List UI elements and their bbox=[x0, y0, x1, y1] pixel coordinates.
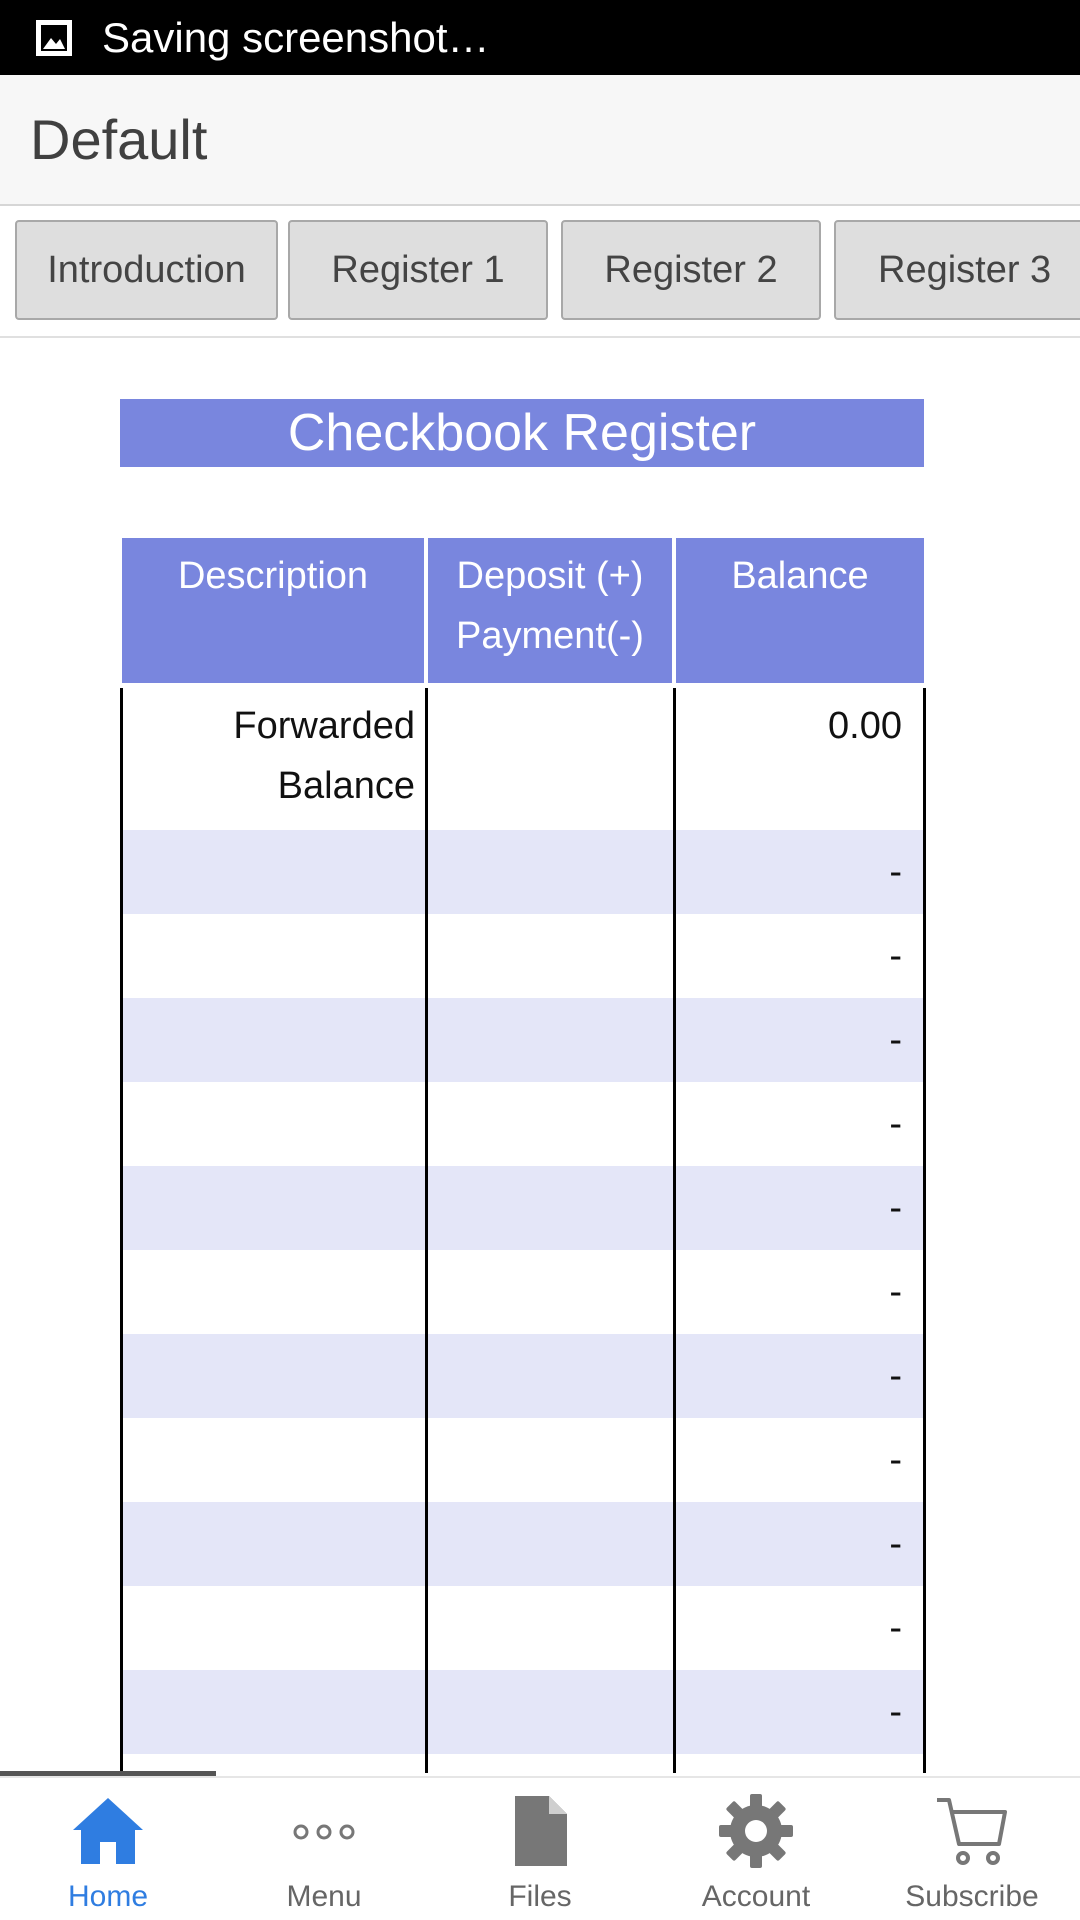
table-row[interactable] bbox=[120, 1502, 926, 1586]
forwarded-balance-row bbox=[120, 688, 926, 830]
table-row[interactable] bbox=[120, 1250, 926, 1334]
table-row[interactable] bbox=[120, 914, 926, 998]
home-icon bbox=[67, 1790, 149, 1872]
nav-subscribe[interactable] bbox=[864, 1778, 1080, 1920]
balance-cell: - bbox=[889, 1355, 902, 1397]
file-icon bbox=[499, 1790, 581, 1872]
nav-home[interactable] bbox=[0, 1778, 216, 1920]
header-description: Description bbox=[122, 538, 424, 683]
header-deposit-label: Deposit (+) bbox=[456, 555, 644, 597]
balance-cell: - bbox=[889, 935, 902, 977]
screenshot-icon bbox=[34, 18, 74, 58]
nav-menu-label: Menu bbox=[286, 1880, 362, 1913]
page-title: Default bbox=[30, 108, 208, 171]
tab-register-3[interactable]: Register 3 bbox=[834, 220, 1080, 320]
bottom-nav bbox=[0, 1776, 1080, 1920]
balance-cell: - bbox=[889, 1691, 902, 1733]
balance-cell: - bbox=[889, 851, 902, 893]
balance-cell: - bbox=[889, 1523, 902, 1565]
tab-register-2[interactable]: Register 2 bbox=[561, 220, 821, 320]
balance-cell: - bbox=[889, 1187, 902, 1229]
gear-icon bbox=[715, 1790, 797, 1872]
tab-register-1[interactable]: Register 1 bbox=[288, 220, 548, 320]
table-row[interactable] bbox=[120, 1166, 926, 1250]
nav-home-label: Home bbox=[67, 1880, 149, 1913]
table-row[interactable] bbox=[120, 998, 926, 1082]
table-row[interactable] bbox=[120, 830, 926, 914]
balance-cell: - bbox=[889, 1103, 902, 1145]
header-deposit-payment bbox=[428, 538, 672, 683]
table-row[interactable] bbox=[120, 1334, 926, 1418]
table-row[interactable] bbox=[120, 1082, 926, 1166]
sheet-tabs bbox=[0, 206, 1080, 338]
nav-files[interactable] bbox=[432, 1778, 648, 1920]
cart-icon bbox=[931, 1790, 1013, 1872]
balance-cell: - bbox=[889, 1607, 902, 1649]
balance-cell: - bbox=[889, 1271, 902, 1313]
more-dots-icon bbox=[283, 1790, 365, 1872]
column-border bbox=[120, 688, 123, 1773]
status-bar bbox=[0, 0, 1080, 75]
tab-introduction[interactable]: Introduction bbox=[15, 220, 278, 320]
table-row[interactable] bbox=[120, 1670, 926, 1754]
column-border bbox=[673, 688, 676, 1773]
nav-subscribe-label: Subscribe bbox=[905, 1880, 1039, 1913]
balance-cell: - bbox=[889, 1019, 902, 1061]
table-row[interactable] bbox=[120, 1586, 926, 1670]
nav-account[interactable] bbox=[648, 1778, 864, 1920]
register-table bbox=[120, 538, 926, 1773]
title-bar bbox=[0, 75, 1080, 206]
forwarded-description[interactable]: Forwarded Balance bbox=[233, 705, 415, 807]
forwarded-balance-value[interactable]: 0.00 bbox=[828, 705, 902, 747]
nav-menu[interactable] bbox=[216, 1778, 432, 1920]
column-border bbox=[923, 688, 926, 1773]
sheet-title: Checkbook Register bbox=[120, 399, 924, 467]
balance-cell: - bbox=[889, 1439, 902, 1481]
status-text: Saving screenshot… bbox=[102, 13, 490, 61]
header-balance: Balance bbox=[676, 538, 924, 683]
column-border bbox=[425, 688, 428, 1773]
header-payment-label: Payment(-) bbox=[456, 615, 644, 657]
table-row[interactable] bbox=[120, 1418, 926, 1502]
nav-files-label: Files bbox=[508, 1880, 572, 1913]
nav-account-label: Account bbox=[701, 1880, 811, 1913]
